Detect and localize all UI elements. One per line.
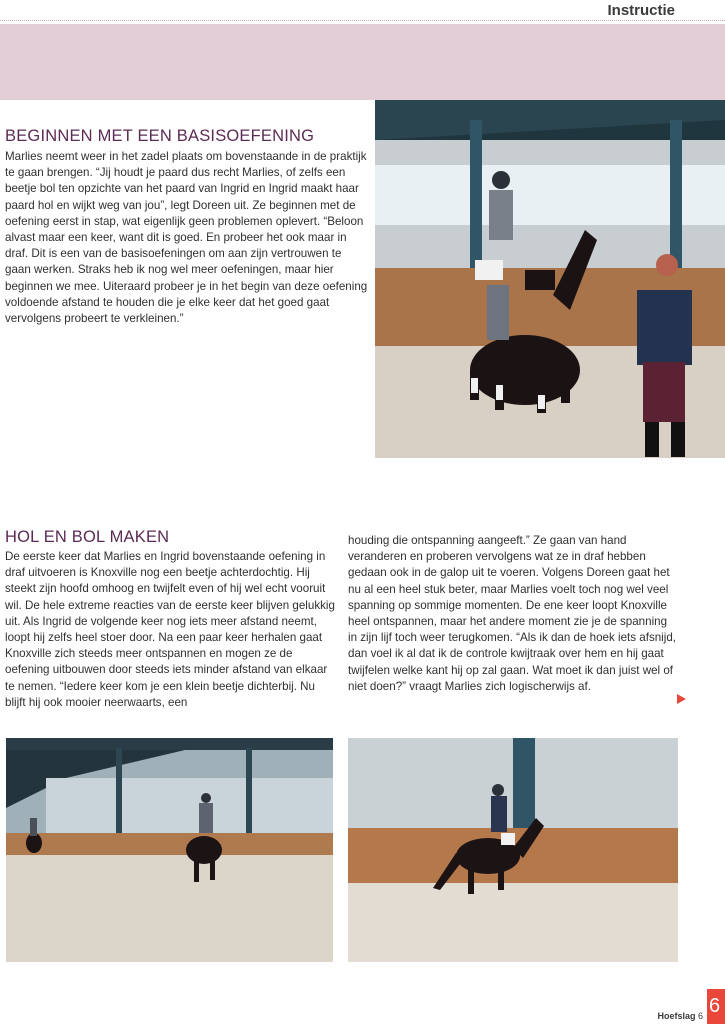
page-footer xyxy=(657,1011,703,1021)
paragraph-basisoefening: Marlies neemt weer in het zadel plaats om bovenstaande in de praktijk te gaan brengen. “Jij houdt je paard dus recht Marlies, of zelfs een beetje bol ten opzichte van het paard van Ingrid en Ingrid maakt haar paard hol en wijkt weg van jou”, legt Doreen uit. Ze beginnen met de oefening eerst in stap, wat eigenlijk geen problemen oplevert. “Beloon alvast maar een keer, want dit is goed. En probeer het ook maar in draf. Dit is een van de basisoefeningen om aan zijn vertrouwen te gaan werken. Straks heb ik nog wel meer oefeningen, maar hier beginnen we mee. Uiteraard probeer je in het begin van deze oefening voldoende afstand te houden die je elke keer dat het goed gaat vervolgens probeert te verkleinen.” xyxy=(5,150,368,326)
photo-rider-canter xyxy=(348,738,678,962)
paragraph-hol-en-bol-col1: De eerste keer dat Marlies en Ingrid bovenstaande oefening in draf uitvoeren is Knoxville nog een beetje achterdochtig. Hij steekt zijn hoofd omhoog en twijfelt even of hij wel echt vooruit wil. De hele extreme reacties van de eerste keer blijven gelukkig uit. Als Ingrid de volgende keer nog iets meer afstand neemt, loopt hij zelfs heel stoer door. Na een paar keer herhalen gaat Knoxville zich steeds meer ontspannen en mogen ze de oefening uitbouwen door steeds iets minder afstand van elkaar te nemen. “Iedere keer kom je een klein beetje dichterbij. Nu blijft hij ook mooier neerwaarts, een xyxy=(5,550,335,709)
photo-rider-and-instructor xyxy=(375,100,725,458)
header-banner xyxy=(0,24,725,100)
section-heading-hol-en-bol: HOL EN BOL MAKEN xyxy=(5,528,170,546)
photo-two-riders-arena xyxy=(6,738,333,962)
section-label: Instructie xyxy=(607,2,675,19)
page-number-tab: 6 xyxy=(707,989,725,1024)
top-rule xyxy=(0,20,725,21)
paragraph-hol-en-bol-col2: houding die ontspanning aangeeft.” Ze gaan van hand veranderen en proberen vervolgens wat ze in draf hebben gedaan ook in de galop uit te voeren. Volgens Doreen gaat het nu al een heel stuk beter, maar Marlies voelt toch nog wel veel spanning op sommige momenten. De ene keer loopt Knoxville heel ontspannen, maar het andere moment zie je de spanning in zijn lijf toch weer terugkomen. “Als ik dan de hoek iets afsnijd, dan voel ik al dat ik de controle kwijtraak over hem en hij gaat twijfelen welke kant hij op zal gaan. Wat moet ik dan juist wel of niet doen?” vraagt Marlies zich logischerwijs af. xyxy=(348,534,677,693)
continue-arrow-icon xyxy=(677,694,686,704)
section-heading-basisoefening: BEGINNEN MET EEN BASISOEFENING xyxy=(5,127,315,145)
page-number: 6 xyxy=(697,1011,703,1021)
magazine-name: Hoefslag xyxy=(657,1011,696,1021)
